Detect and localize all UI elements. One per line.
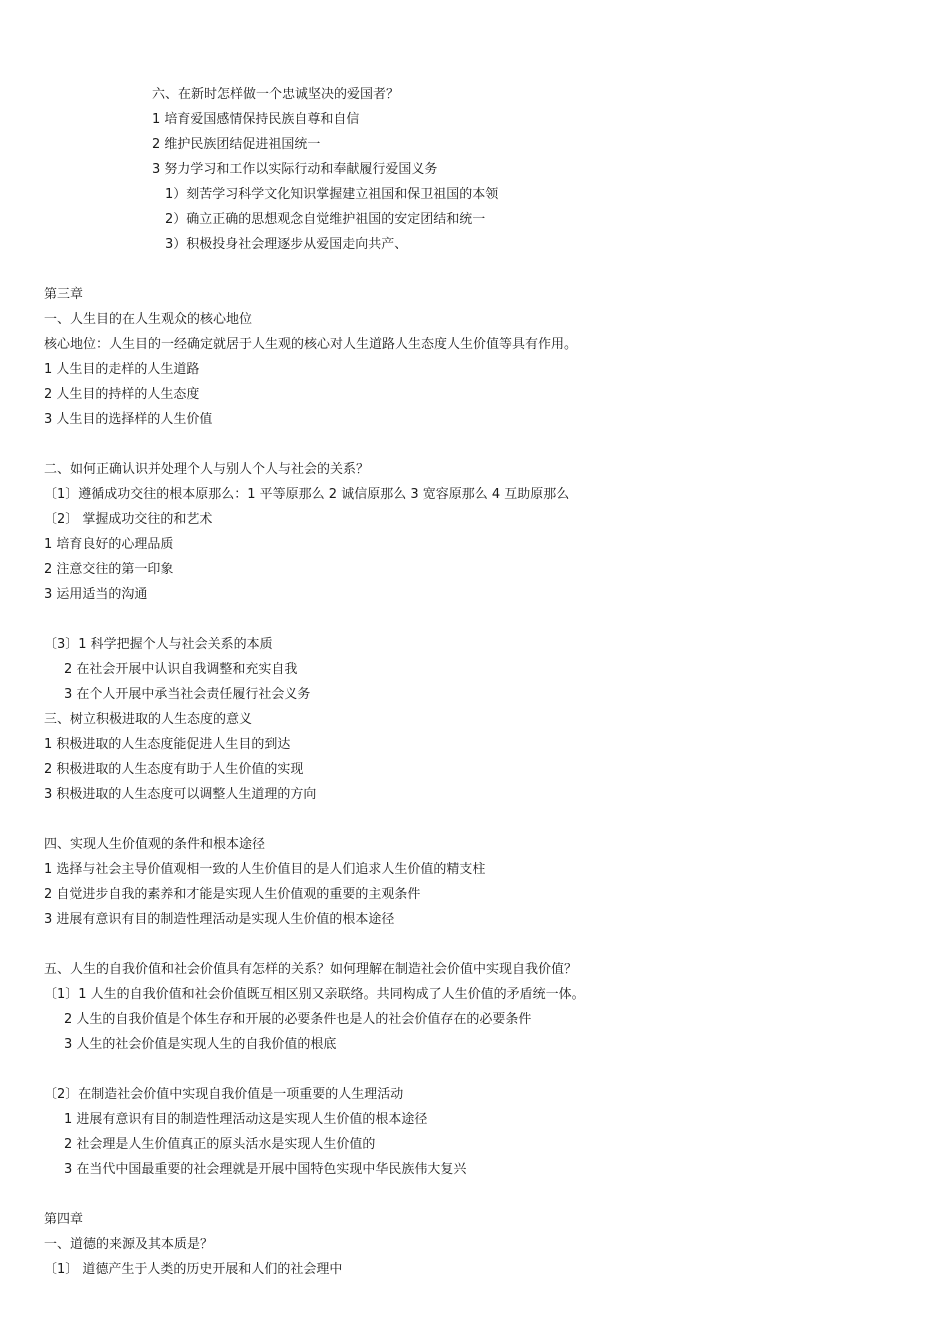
sub-list-item: 1）刻苦学习科学文化知识掌握建立祖国和保卫祖国的本领 <box>165 187 499 202</box>
list-item: 3 在当代中国最重要的社会理就是开展中国特色实现中华民族伟大复兴 <box>64 1162 467 1177</box>
list-item: 〔3〕1 科学把握个人与社会关系的本质 <box>44 637 273 652</box>
section-heading: 一、道德的来源及其本质是？ <box>44 1237 214 1252</box>
paragraph: 核心地位：人生目的一经确定就居于人生观的核心对人生道路人生态度人生价值等具有作用。 <box>44 337 578 352</box>
list-item: 2 在社会开展中认识自我调整和充实自我 <box>64 662 298 677</box>
chapter-heading: 第四章 <box>44 1212 84 1227</box>
list-item: 1 培育良好的心理品质 <box>44 537 174 552</box>
list-item: 2 人生目的持样的人生态度 <box>44 387 200 402</box>
list-item: 3 在个人开展中承当社会责任履行社会义务 <box>64 687 311 702</box>
list-item: 2 维护民族团结促进祖国统一 <box>152 137 321 152</box>
sub-list-item: 2）确立正确的思想观念自觉维护祖国的安定团结和统一 <box>165 212 486 227</box>
section-heading: 五、人生的自我价值和社会价值具有怎样的关系？如何理解在制造社会价值中实现自我价值？ <box>44 962 578 977</box>
list-item: 2 注意交往的第一印象 <box>44 562 174 577</box>
list-item: 3 努力学习和工作以实际行动和奉献履行爱国义务 <box>152 162 438 177</box>
list-item: 2 人生的自我价值是个体生存和开展的必要条件也是人的社会价值存在的必要条件 <box>64 1012 532 1027</box>
section-heading: 二、如何正确认识并处理个人与别人个人与社会的关系？ <box>44 462 370 477</box>
list-item: 3 人生目的选择样的人生价值 <box>44 412 213 427</box>
list-item: 〔2〕 掌握成功交往的和艺术 <box>44 512 213 527</box>
section-heading: 六、在新时怎样做一个忠诚坚决的爱国者？ <box>152 87 400 102</box>
list-item: 2 积极进取的人生态度有助于人生价值的实现 <box>44 762 304 777</box>
list-item: 1 人生目的走样的人生道路 <box>44 362 200 377</box>
list-item: 3 积极进取的人生态度可以调整人生道理的方向 <box>44 787 317 802</box>
section-heading: 一、人生目的在人生观众的核心地位 <box>44 312 253 327</box>
list-item: 1 积极进取的人生态度能促进人生目的到达 <box>44 737 291 752</box>
list-item: 〔1〕 道德产生于人类的历史开展和人们的社会理中 <box>44 1262 343 1277</box>
sub-list-item: 3）积极投身社会理逐步从爱国走向共产、 <box>165 237 408 252</box>
section-heading: 四、实现人生价值观的条件和根本途径 <box>44 837 266 852</box>
list-item: 〔1〕1 人生的自我价值和社会价值既互相区别又亲联络。共同构成了人生价值的矛盾统一体。 <box>44 987 585 1002</box>
section-heading: 三、树立积极进取的人生态度的意义 <box>44 712 253 727</box>
list-item: 〔2〕在制造社会价值中实现自我价值是一项重要的人生理活动 <box>44 1087 404 1102</box>
list-item: 3 人生的社会价值是实现人生的自我价值的根底 <box>64 1037 337 1052</box>
list-item: 2 自觉进步自我的素养和才能是实现人生价值观的重要的主观条件 <box>44 887 421 902</box>
list-item: 3 进展有意识有目的制造性理活动是实现人生价值的根本途径 <box>44 912 395 927</box>
chapter-heading: 第三章 <box>44 287 84 302</box>
list-item: 1 选择与社会主导价值观相一致的人生价值目的是人们追求人生价值的精支柱 <box>44 862 486 877</box>
list-item: 2 社会理是人生价值真正的原头活水是实现人生价值的 <box>64 1137 376 1152</box>
list-item: 1 培育爱国感情保持民族自尊和自信 <box>152 112 360 127</box>
list-item: 1 进展有意识有目的制造性理活动这是实现人生价值的根本途径 <box>64 1112 428 1127</box>
list-item: 〔1〕遵循成功交往的根本原那么：1 平等原那么 2 诚信原那么 3 宽容原那么 4 互助原那么 <box>44 487 570 502</box>
list-item: 3 运用适当的沟通 <box>44 587 148 602</box>
